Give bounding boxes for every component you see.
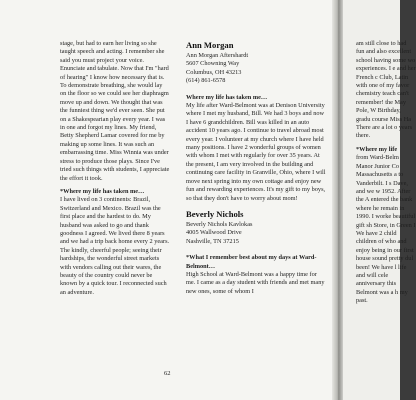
page-number: 62 bbox=[164, 370, 171, 377]
paragraph: stage, but had to earn her living so she taught speech and acting. I remember she said you must project your voice. Enunciate and tabulate. Now that I'm "hard of hearing" I know how necessary that is. To demonstrate breathing, she would lay on the floor so we could see her diaphragm move up and down. We thought that was the funniest thing we'd ever seen. She put on a Shakespearian play every year. I was in one and forgot my lines. My friend, Betty Shepherd Lamar covered for me by making up some lines. It was such an embarrassing time. Miss Winnia was under stress to produce those plays. Since I've tried such things with students, I appreciate the effort it took. bbox=[60, 40, 170, 182]
address-block: Beverly Nichols Kavlokas 4005 Wallwood Drive Nashville, TN 37215 bbox=[186, 220, 253, 245]
address-block: Ann Morgan Aftershardt 5607 Chowning Way Columbus, OH 43213 (614) 861-6578 bbox=[186, 52, 249, 85]
question-heading: Where my life has taken me… bbox=[186, 93, 268, 101]
paragraph: am still close to had fun and also excellent school having some wo experiences. I e and her French c Club, Latin with one of my favor chemistry teach can't remember! the May Pole, W Birthday, gradu course Miss Ha There are a lot o years there. bbox=[356, 40, 416, 140]
right-column bbox=[356, 40, 416, 311]
paragraph: from Ward-Belm Manor Junior Co Massachusetts a to Vanderbilt. I s Dave, and we w 1952. After the A entered the bank where he remain in 1990. I worke beautiful gift sh Store, in Green I We have 2 child children of who and enjoy being in our first house sound pretty dul been! We have l life and will cele anniversary this Belmont was a h my past. bbox=[356, 154, 416, 305]
question-heading: *Where my life has taken me… bbox=[60, 187, 145, 195]
question-heading: *Where my life bbox=[356, 145, 398, 153]
paragraph: I have lived on 3 continents: Brazil, Switzerland and Mexico. Brazil was the first place and the hardest to do. My husband was asked to go and thank goodness I agreed. We lived there 8 years and we had a trip back home every 2 years. The kindly, cheerful people; seeing their hardships, the wonderful street markets with vendors calling out their wares, the beauty of the country could never be known by a quick tour. I reconnected such an adventure. bbox=[60, 196, 170, 296]
person-name: Ann Morgan bbox=[186, 40, 234, 50]
person-name: Beverly Nichols bbox=[186, 208, 244, 219]
paragraph: High School at Ward-Belmont was a happy time for me. I came as a day student with friends and met many new ones, some of whom I bbox=[186, 270, 325, 295]
middle-column bbox=[186, 40, 326, 301]
question-heading: *What I remember best about my days at Ward-Belmont… bbox=[186, 254, 317, 270]
paragraph: My life after Ward-Belmont was at Denison University where I met my husband, Bill. We had 3 boys and now I have 6 grandchildren. Bill was killed in an auto accident 10 years ago. I continue to travel abroad most every year. I volunteer at my church where I have held many positions. I have 2 wonderful groups of women with whom I met with regularly for over 35 years. At the present, I am very involved in the building and continuing care facility in Granville, Ohio, where I will move next spring into my own cottage and enjoy new fun and rewarding experiences. It's my gift to my boys, so that they don't have to worry about mom! bbox=[186, 102, 326, 202]
left-column bbox=[60, 40, 170, 302]
